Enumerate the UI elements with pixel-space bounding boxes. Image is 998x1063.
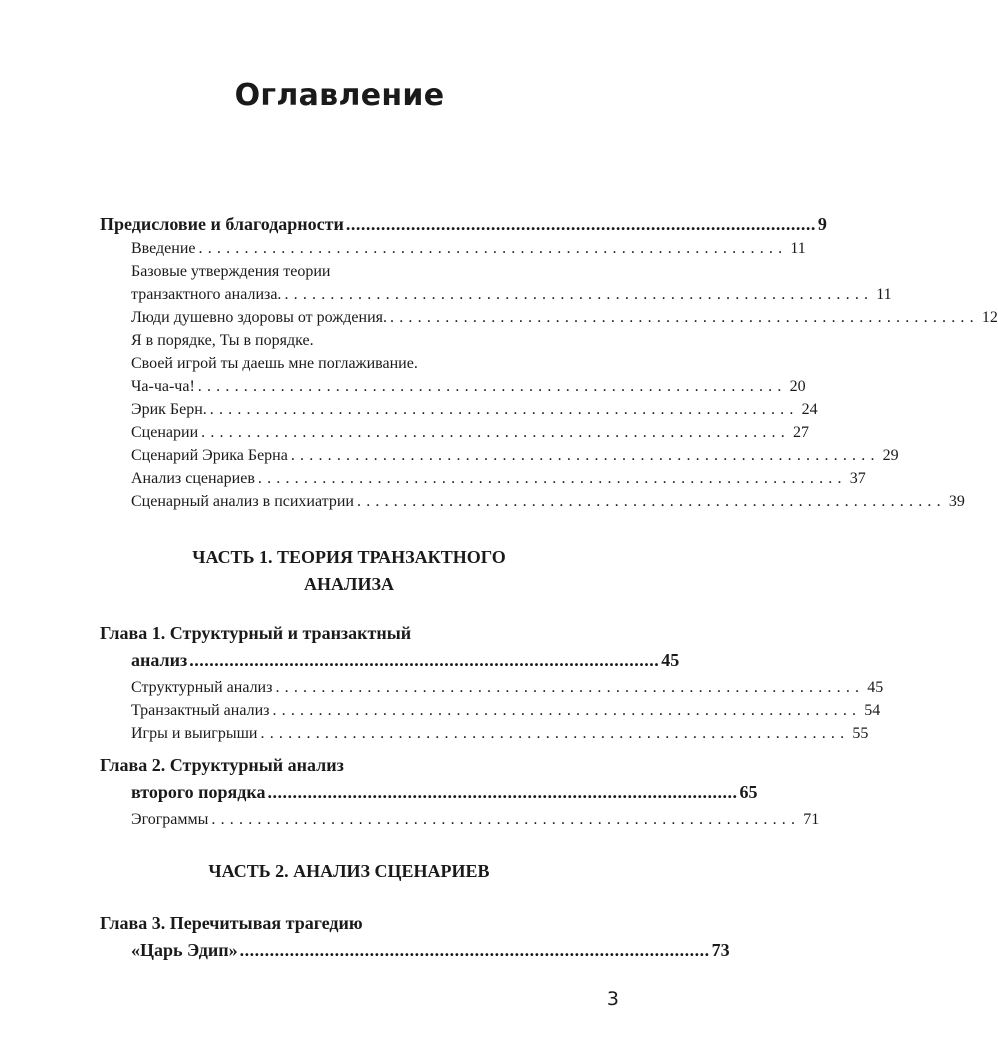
toc-page-number: 65 — [739, 782, 758, 802]
chapter-2-section — [100, 752, 820, 831]
toc-entry-label: Транзактный анализ — [131, 702, 270, 719]
toc-entry-label: «Царь Эдип» — [131, 940, 238, 960]
toc-entry-label: транзактного анализа. — [131, 286, 282, 303]
toc-entry[interactable] — [100, 722, 869, 745]
toc-page-number: 55 — [852, 725, 869, 742]
preface-section — [100, 211, 998, 513]
toc-entry-label: Введение — [131, 240, 196, 257]
dot-leader: ................................................................ — [197, 378, 787, 395]
toc-page-number: 24 — [801, 401, 818, 418]
toc-entry[interactable] — [100, 699, 881, 722]
chapter-title[interactable]: Глава 2. Структурный анализ — [100, 755, 344, 775]
dot-leader: ................................................................ — [201, 424, 790, 441]
toc-entry[interactable] — [100, 808, 820, 831]
chapter-title[interactable]: Глава 3. Перечитывая трагедию — [100, 913, 363, 933]
toc-entry-label: Предисловие и благодарности — [100, 214, 344, 234]
dot-leader: .............................................................................................. — [239, 940, 710, 960]
toc-page-number: 54 — [864, 702, 881, 719]
dot-leader: ................................................................ — [257, 470, 847, 487]
toc-page-number: 11 — [876, 286, 892, 303]
dot-leader: ................................................................ — [275, 679, 865, 696]
part-heading — [100, 544, 598, 598]
toc-entry-line: Своей игрой ты даешь мне поглаживание. — [131, 355, 418, 372]
toc-entry[interactable] — [100, 306, 998, 329]
toc-entry-preface[interactable] — [100, 211, 827, 237]
chapter-1-section — [100, 620, 884, 745]
toc-entry-label: Люди душевно здоровы от рождения. — [131, 309, 388, 326]
dot-leader: ................................................................ — [272, 702, 862, 719]
toc-entry-chapter[interactable] — [100, 646, 680, 674]
toc-entry[interactable] — [100, 398, 818, 421]
toc-entry-chapter[interactable] — [100, 778, 758, 806]
toc-entry[interactable] — [100, 421, 809, 444]
toc-entry-label: анализ — [131, 650, 188, 670]
part-heading-line: ЧАСТЬ 1. ТЕОРИЯ ТРАНЗАКТНОГО — [192, 547, 506, 567]
dot-leader: .............................................................................................. — [267, 782, 738, 802]
part-heading-line: АНАЛИЗА — [304, 574, 394, 594]
toc-entry-label: Эрик Берн. — [131, 401, 207, 418]
toc-entry-label: Анализ сценариев — [131, 470, 255, 487]
toc-entry[interactable] — [100, 444, 899, 467]
toc-entry-label: Сценарий Эрика Берна — [131, 447, 288, 464]
part-heading-line: ЧАСТЬ 2. АНАЛИЗ СЦЕНАРИЕВ — [208, 861, 490, 881]
chapter-title[interactable]: Глава 1. Структурный и транзактный — [100, 623, 412, 643]
toc-entry[interactable] — [100, 676, 884, 699]
toc-entry-label: Эгограммы — [131, 811, 209, 828]
toc-page-number: 20 — [789, 378, 806, 395]
toc-page-number: 73 — [711, 940, 730, 960]
dot-leader: ................................................................ — [209, 401, 799, 418]
toc-entry[interactable] — [100, 237, 806, 260]
toc-page-number: 71 — [803, 811, 820, 828]
toc-entry[interactable] — [100, 467, 866, 490]
toc-page-number: 27 — [792, 424, 809, 441]
toc-page-number: 37 — [849, 470, 866, 487]
toc-entry-chapter[interactable] — [100, 936, 730, 964]
dot-leader: ................................................................ — [284, 286, 874, 303]
toc-entry-label: Сценарии — [131, 424, 199, 441]
chapter-3-section — [100, 910, 730, 964]
toc-entry-label: Сценарный анализ в психиатрии — [131, 493, 354, 510]
dot-leader: ................................................................ — [357, 493, 946, 510]
toc-page-number: 39 — [948, 493, 965, 510]
toc-page-number: 45 — [661, 650, 680, 670]
page-number: 3 — [606, 988, 619, 1010]
toc-entry-line: Базовые утверждения теории — [131, 263, 331, 280]
toc-page-number: 12 — [981, 309, 998, 326]
dot-leader: ................................................................ — [198, 240, 788, 257]
toc-entry[interactable] — [100, 283, 892, 306]
toc-entry-label: Структурный анализ — [131, 679, 273, 696]
page-title: Оглавление — [234, 78, 445, 113]
toc-entry[interactable] — [100, 375, 806, 398]
dot-leader: ................................................................ — [290, 447, 880, 464]
dot-leader: .............................................................................................. — [189, 650, 660, 670]
toc-entry-label: Игры и выигрыши — [131, 725, 258, 742]
dot-leader: ................................................................ — [211, 811, 801, 828]
toc-entry[interactable] — [100, 490, 965, 513]
dot-leader: ................................................................ — [260, 725, 850, 742]
toc-page-number: 45 — [867, 679, 884, 696]
part-heading — [100, 858, 598, 885]
toc-page-number: 9 — [817, 214, 827, 234]
dot-leader: ................................................................ — [390, 309, 979, 326]
toc-page-number: 29 — [882, 447, 899, 464]
toc-entry-label: Ча-ча-ча! — [131, 378, 195, 395]
toc-entry-label: второго порядка — [131, 782, 266, 802]
dot-leader: .............................................................................................. — [345, 214, 816, 234]
toc-entry-line: Я в порядке, Ты в порядке. — [131, 332, 314, 349]
toc-page-number: 11 — [790, 240, 806, 257]
